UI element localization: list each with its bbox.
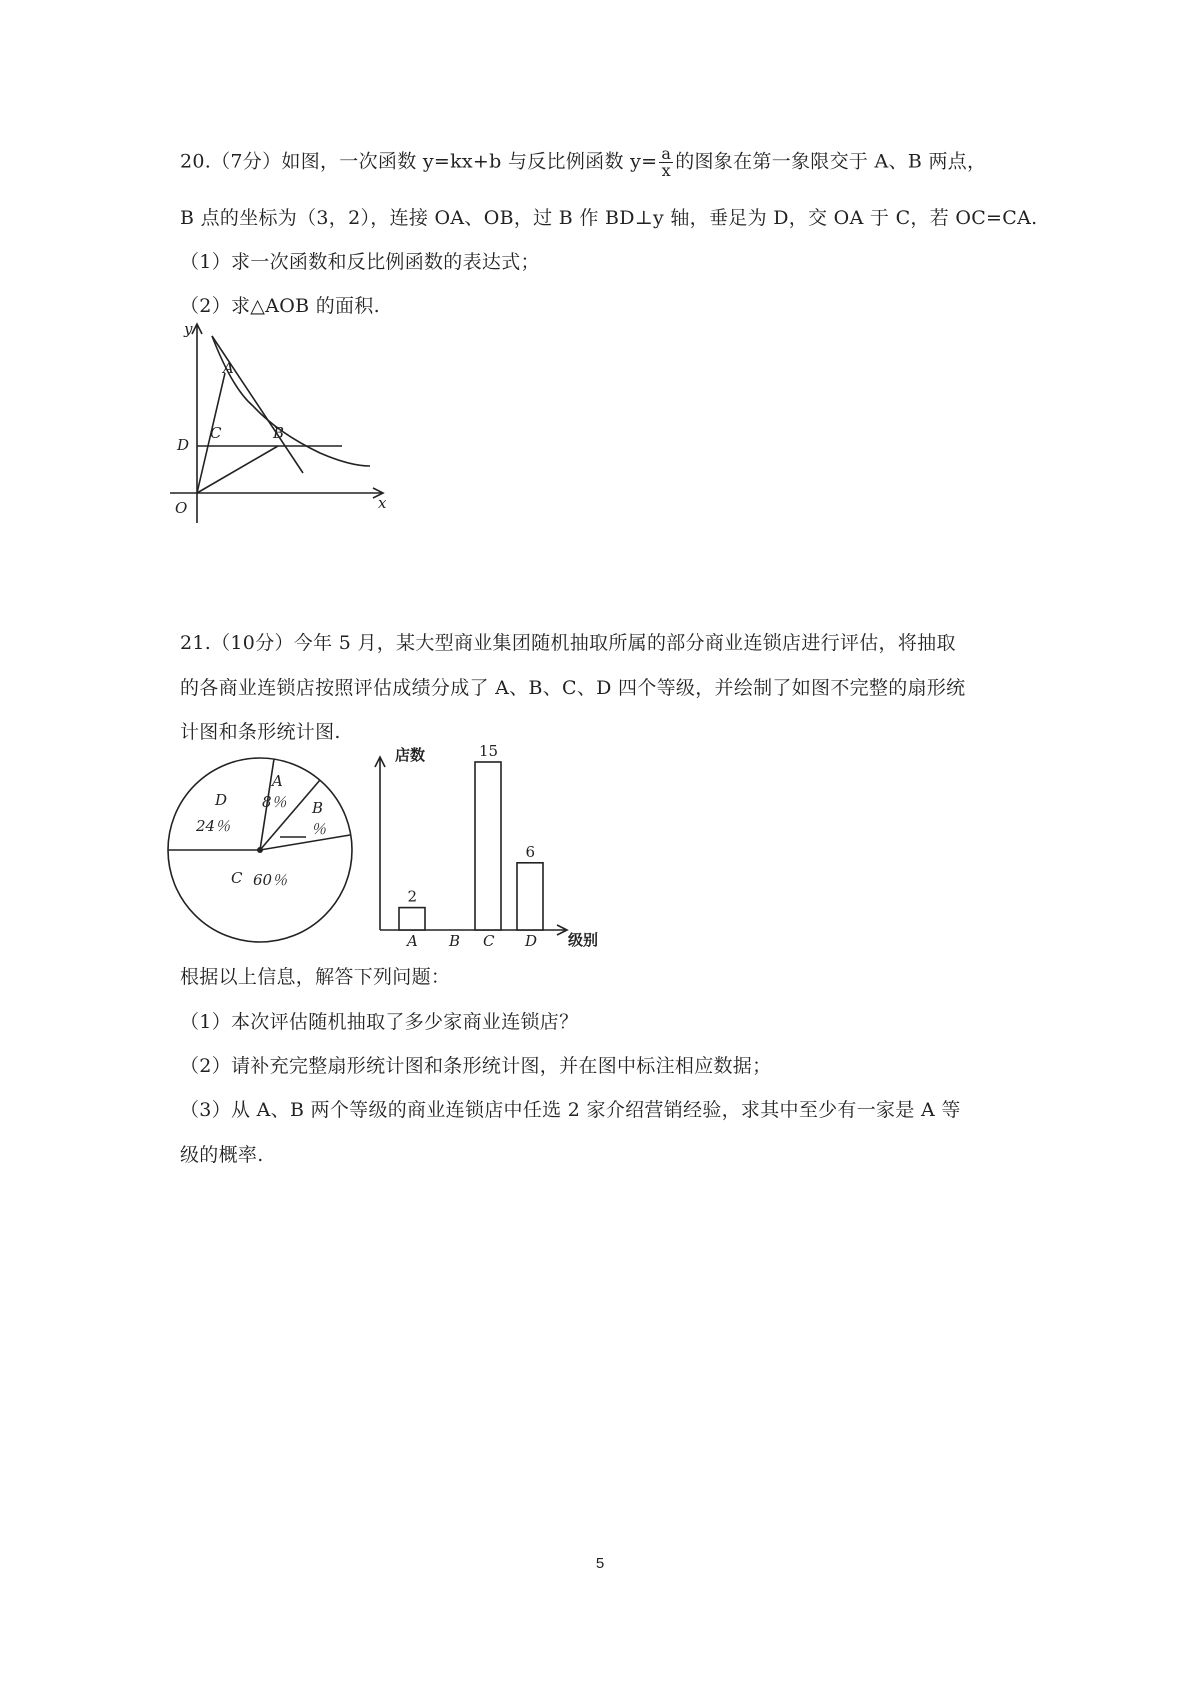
q20-line1-end: 的图象在第一象限交于 A、B 两点， bbox=[675, 150, 987, 173]
pie-pct-A: 8％ bbox=[262, 793, 287, 811]
bar-A bbox=[399, 908, 425, 930]
pie-pct-C: 60％ bbox=[253, 871, 288, 889]
bar-value-label-A: 2 bbox=[407, 887, 418, 906]
fraction-denominator: x bbox=[661, 161, 671, 180]
label-B: B bbox=[273, 424, 285, 442]
label-D: D bbox=[177, 436, 190, 454]
q20-figure bbox=[170, 318, 400, 528]
label-C: C bbox=[210, 424, 222, 442]
pie-label-A: A bbox=[272, 772, 283, 790]
bar-value-label-D: 6 bbox=[525, 842, 536, 861]
pie-pct-B: ％ bbox=[311, 820, 327, 838]
line-kx-b bbox=[212, 336, 303, 473]
label-y: y bbox=[184, 320, 193, 338]
bar-D bbox=[517, 863, 543, 930]
q20-line1-start: 20.（7分）如图，一次函数 y=kx+b 与反比例函数 y= bbox=[180, 150, 658, 173]
bar-x-label: 级别 bbox=[568, 931, 599, 949]
q21-line1: 21.（10分）今年 5 月，某大型商业集团随机抽取所属的部分商业连锁店进行评估，将抽取 bbox=[180, 632, 956, 654]
pie-label-C: C bbox=[231, 869, 243, 887]
q20-line1 bbox=[180, 146, 986, 179]
bar-y-label: 店数 bbox=[395, 746, 426, 764]
bar-tick-C: C bbox=[483, 932, 495, 950]
bar-tick-B: B bbox=[449, 932, 461, 950]
label-x: x bbox=[378, 494, 387, 512]
q21-line3: 计图和条形统计图. bbox=[180, 721, 341, 743]
pie-label-D: D bbox=[215, 791, 228, 809]
q21-after: 根据以上信息，解答下列问题： bbox=[180, 966, 451, 988]
pie-label-B: B bbox=[312, 799, 324, 817]
segment-OB bbox=[197, 446, 278, 493]
bar-chart bbox=[365, 740, 625, 958]
page-number: 5 bbox=[595, 1555, 605, 1572]
label-O: O bbox=[175, 499, 188, 517]
q21-part3b: 级的概率. bbox=[180, 1144, 264, 1166]
bar-value-label-C: 15 bbox=[479, 742, 499, 760]
q21-part1: （1）本次评估随机抽取了多少家商业连锁店？ bbox=[180, 1011, 579, 1033]
bar-tick-A: A bbox=[407, 932, 418, 950]
q21-part3a: （3）从 A、B 两个等级的商业连锁店中任选 2 家介绍营销经验，求其中至少有一家是 A 等 bbox=[180, 1099, 961, 1121]
pie-pct-D: 24％ bbox=[196, 817, 231, 835]
q20-line2: B 点的坐标为（3，2），连接 OA、OB，过 B 作 BD⊥y 轴，垂足为 D，交 OA 于 C，若 OC=CA. bbox=[180, 207, 1038, 229]
bar-tick-D: D bbox=[525, 932, 538, 950]
q20-part2: （2）求△AOB 的面积. bbox=[180, 295, 380, 317]
q21-part2: （2）请补充完整扇形统计图和条形统计图，并在图中标注相应数据； bbox=[180, 1055, 772, 1077]
q21-line2: 的各商业连锁店按照评估成绩分成了 A、B、C、D 四个等级，并绘制了如图不完整的扇形统 bbox=[180, 677, 966, 699]
label-A: A bbox=[223, 359, 234, 377]
fraction-numerator: a bbox=[661, 144, 672, 163]
bar-C bbox=[475, 762, 501, 930]
pie-chart bbox=[160, 755, 360, 955]
q20-part1: （1）求一次函数和反比例函数的表达式； bbox=[180, 251, 540, 273]
fraction-a-over-x bbox=[659, 146, 673, 179]
pie-center bbox=[257, 847, 263, 853]
